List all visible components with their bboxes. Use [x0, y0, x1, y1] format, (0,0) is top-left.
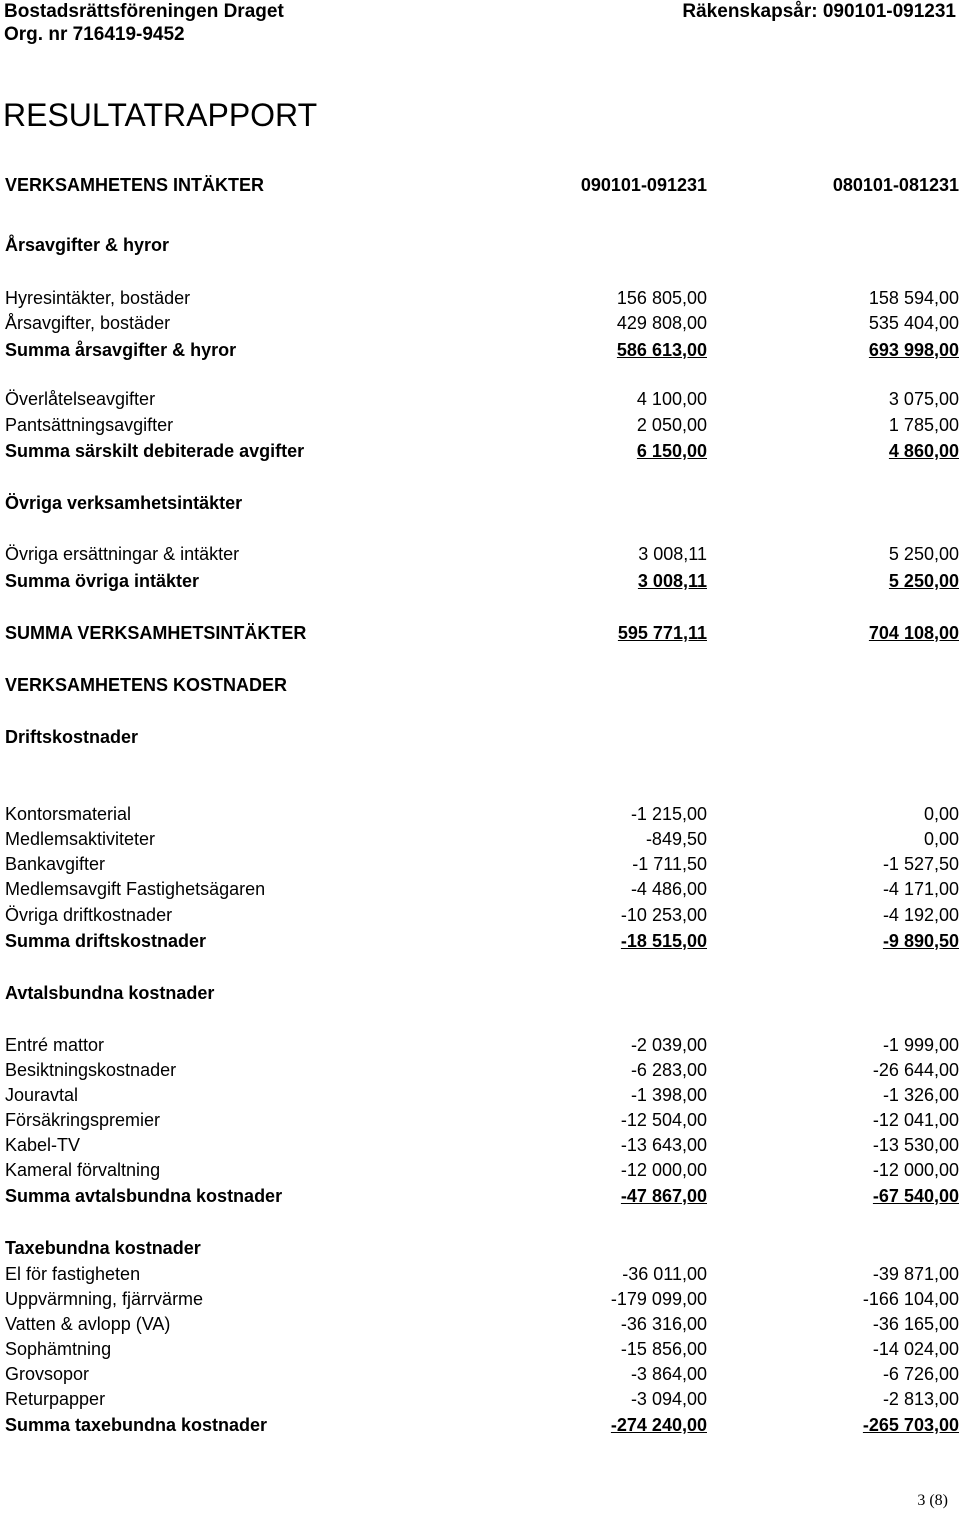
organization-name: Bostadsrättsföreningen Draget [4, 1, 284, 22]
row-value-previous-year: 5 250,00 [888, 571, 959, 591]
row-value-previous-year: 704 108,00 [868, 623, 959, 643]
row-value-current-year: -3 094,00 [630, 1389, 707, 1409]
report-row [5, 1185, 959, 1207]
report-row [5, 543, 959, 565]
row-label: VERKSAMHETENS KOSTNADER [5, 675, 288, 695]
row-value-current-year: 586 613,00 [616, 340, 707, 360]
report-row [5, 1288, 959, 1310]
report-row [5, 1338, 959, 1360]
report-row [5, 1109, 959, 1131]
report-row [5, 1134, 959, 1156]
row-value-previous-year: 1 785,00 [888, 415, 959, 435]
row-value-previous-year: -9 890,50 [882, 931, 959, 951]
report-row [5, 622, 959, 644]
report-row [5, 570, 959, 592]
row-value-current-year: -3 864,00 [630, 1364, 707, 1384]
report-row [5, 726, 959, 748]
row-value-current-year: -179 099,00 [610, 1289, 707, 1309]
report-row [5, 828, 959, 850]
row-label: Kontorsmaterial [5, 804, 132, 824]
row-label: Sophämtning [5, 1339, 112, 1359]
row-label: Driftskostnader [5, 727, 139, 747]
row-value-previous-year: -13 530,00 [872, 1135, 959, 1155]
row-label: Överlåtelseavgifter [5, 389, 156, 409]
row-value-previous-year: 693 998,00 [868, 340, 959, 360]
row-value-current-year: -1 711,50 [632, 854, 707, 874]
organization-number: Org. nr 716419-9452 [4, 24, 185, 45]
row-label: Pantsättningsavgifter [5, 415, 174, 435]
row-label: Jouravtal [5, 1085, 79, 1105]
row-value-previous-year: 0,00 [923, 829, 959, 849]
report-row [5, 674, 959, 696]
row-value-previous-year: -39 871,00 [872, 1264, 959, 1284]
row-value-previous-year: -12 000,00 [872, 1160, 959, 1180]
report-row [5, 982, 959, 1004]
row-label: Medlemsavgift Fastighetsägaren [5, 879, 266, 899]
report-row [5, 930, 959, 952]
row-value-previous-year: -12 041,00 [872, 1110, 959, 1130]
row-label: Grovsopor [5, 1364, 90, 1384]
report-row [5, 1388, 959, 1410]
row-value-current-year: 4 100,00 [636, 389, 707, 409]
row-value-current-year: -2 039,00 [630, 1035, 707, 1055]
report-row [5, 388, 959, 410]
row-label: Entré mattor [5, 1035, 105, 1055]
row-value-previous-year: -67 540,00 [872, 1186, 959, 1206]
row-label: Uppvärmning, fjärrvärme [5, 1289, 204, 1309]
row-value-current-year: 3 008,11 [637, 571, 707, 591]
column-header-previous-year: 080101-081231 [832, 175, 959, 195]
row-value-previous-year: -26 644,00 [872, 1060, 959, 1080]
row-value-previous-year: 3 075,00 [888, 389, 959, 409]
fiscal-year: Räkenskapsår: 090101-091231 [682, 1, 956, 22]
row-value-previous-year: 5 250,00 [888, 544, 959, 564]
row-label: Försäkringspremier [5, 1110, 161, 1130]
report-row [5, 312, 959, 334]
report-row [5, 1313, 959, 1335]
row-value-current-year: -47 867,00 [620, 1186, 707, 1206]
row-value-previous-year: -1 527,50 [882, 854, 959, 874]
row-value-current-year: 156 805,00 [616, 288, 707, 308]
row-label: Övriga ersättningar & intäkter [5, 544, 240, 564]
row-label: Returpapper [5, 1389, 106, 1409]
row-value-previous-year: -6 726,00 [882, 1364, 959, 1384]
column-header-current-year: 090101-091231 [580, 175, 707, 195]
report-row [5, 1363, 959, 1385]
row-value-previous-year: -4 171,00 [882, 879, 959, 899]
row-label: Hyresintäkter, bostäder [5, 288, 191, 308]
report-row [5, 1237, 959, 1259]
row-value-current-year: -849,50 [645, 829, 707, 849]
row-value-previous-year: -14 024,00 [872, 1339, 959, 1359]
row-value-current-year: -36 316,00 [620, 1314, 707, 1334]
row-value-previous-year: -1 999,00 [882, 1035, 959, 1055]
report-row [5, 234, 959, 256]
row-value-previous-year: -166 104,00 [862, 1289, 959, 1309]
column-header-row [5, 174, 959, 196]
row-label: Summa driftskostnader [5, 931, 207, 951]
row-value-current-year: -6 283,00 [630, 1060, 707, 1080]
page-number: 3 (8) [917, 1492, 948, 1509]
report-title: RESULTATRAPPORT [3, 97, 318, 133]
row-value-current-year: -12 000,00 [620, 1160, 707, 1180]
row-value-current-year: -18 515,00 [620, 931, 707, 951]
row-label: Medlemsaktiviteter [5, 829, 156, 849]
row-label: Summa övriga intäkter [5, 571, 200, 591]
row-value-previous-year: -1 326,00 [882, 1085, 959, 1105]
row-label: Besiktningskostnader [5, 1060, 177, 1080]
row-value-previous-year: -2 813,00 [882, 1389, 959, 1409]
row-value-previous-year: 158 594,00 [868, 288, 959, 308]
row-value-current-year: 595 771,11 [617, 623, 707, 643]
report-row [5, 1263, 959, 1285]
row-label: Kabel-TV [5, 1135, 81, 1155]
row-value-previous-year: -36 165,00 [872, 1314, 959, 1334]
row-label: Taxebundna kostnader [5, 1238, 201, 1258]
row-label: El för fastigheten [5, 1264, 141, 1284]
row-value-current-year: -13 643,00 [620, 1135, 707, 1155]
report-row [5, 339, 959, 361]
row-label: Summa årsavgifter & hyror [5, 340, 237, 360]
row-value-current-year: 2 050,00 [636, 415, 707, 435]
report-row [5, 1159, 959, 1181]
row-value-current-year: -10 253,00 [620, 905, 707, 925]
row-label: Avtalsbundna kostnader [5, 983, 215, 1003]
report-row [5, 414, 959, 436]
row-label: Vatten & avlopp (VA) [5, 1314, 171, 1334]
report-row [5, 853, 959, 875]
row-value-current-year: -4 486,00 [630, 879, 707, 899]
row-value-current-year: -1 215,00 [630, 804, 707, 824]
report-row [5, 904, 959, 926]
row-label: Bankavgifter [5, 854, 106, 874]
report-row [5, 1059, 959, 1081]
row-label: SUMMA VERKSAMHETSINTÄKTER [5, 623, 307, 643]
row-value-current-year: 429 808,00 [616, 313, 707, 333]
row-value-previous-year: -4 192,00 [882, 905, 959, 925]
row-value-previous-year: 4 860,00 [888, 441, 959, 461]
row-label: Kameral förvaltning [5, 1160, 161, 1180]
row-label: Summa taxebundna kostnader [5, 1415, 268, 1435]
row-label: Summa avtalsbundna kostnader [5, 1186, 283, 1206]
report-row [5, 492, 959, 514]
row-label: Övriga driftkostnader [5, 905, 173, 925]
row-value-current-year: -36 011,00 [622, 1264, 707, 1284]
row-label: Årsavgifter & hyror [5, 235, 170, 255]
report-row [5, 1084, 959, 1106]
row-value-current-year: -15 856,00 [620, 1339, 707, 1359]
report-row [5, 1414, 959, 1436]
row-label: Övriga verksamhetsintäkter [5, 493, 243, 513]
row-value-previous-year: -265 703,00 [862, 1415, 959, 1435]
row-label: Summa särskilt debiterade avgifter [5, 441, 305, 461]
report-row [5, 878, 959, 900]
report-row [5, 440, 959, 462]
row-value-current-year: 3 008,11 [638, 544, 707, 564]
row-value-current-year: 6 150,00 [636, 441, 707, 461]
row-value-previous-year: 535 404,00 [868, 313, 959, 333]
report-row [5, 1034, 959, 1056]
row-value-previous-year: 0,00 [923, 804, 959, 824]
row-label: Årsavgifter, bostäder [5, 313, 171, 333]
report-row [5, 803, 959, 825]
report-row [5, 287, 959, 309]
row-value-current-year: -12 504,00 [620, 1110, 707, 1130]
row-value-current-year: -1 398,00 [630, 1085, 707, 1105]
column-header-label: VERKSAMHETENS INTÄKTER [5, 175, 265, 195]
row-value-current-year: -274 240,00 [610, 1415, 707, 1435]
